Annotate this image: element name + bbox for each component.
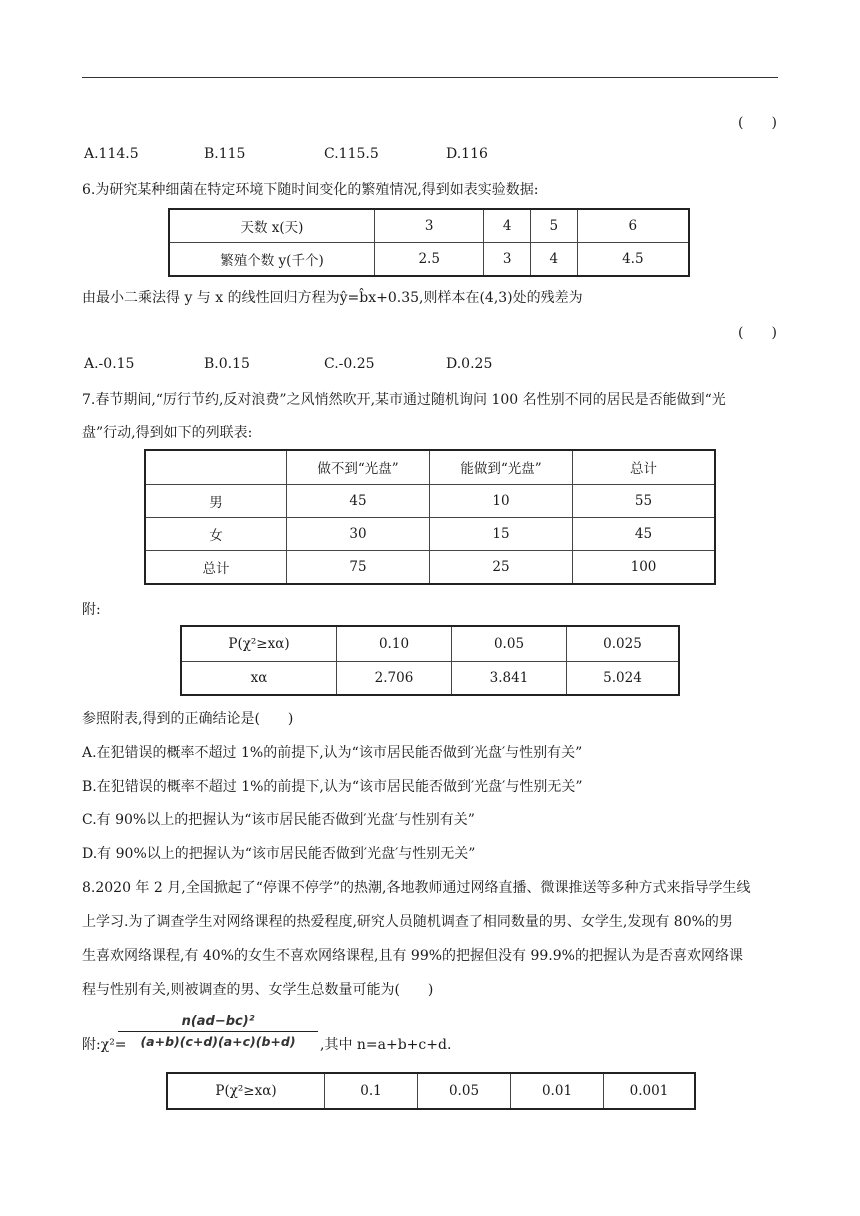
- formula-numerator: n(ad−bc)²: [181, 1014, 255, 1029]
- q6-regression-text: 由最小二乘法得 y 与 x 的线性回归方程为ŷ=b̂x+0.35,则样本在(4,3)处的残差为: [82, 290, 583, 306]
- table-cell: 75: [287, 550, 430, 584]
- table-row: [181, 661, 679, 695]
- table-cell: 0.05: [418, 1073, 511, 1109]
- table-cell: 15: [430, 517, 573, 550]
- q8-line-1: 8.2020 年 2 月,全国掀起了“停课不停学”的热潮,各地教师通过网络直播、微课推送等多种方式来指导学生线: [82, 880, 751, 896]
- q8-formula-suffix: ,其中 n=a+b+c+d.: [320, 1037, 452, 1053]
- table-cell: 3: [484, 242, 531, 276]
- q5-option-d: D.116: [446, 146, 488, 162]
- q8-probability-table: [166, 1072, 696, 1110]
- table-cell: 5: [531, 209, 578, 242]
- table-cell: 0.025: [567, 626, 680, 661]
- q8-formula-prefix: 附:χ²=: [82, 1037, 127, 1053]
- table-cell: 5.024: [567, 661, 680, 695]
- q7-appendix-label: 附:: [82, 602, 101, 618]
- q6-option-d: D.0.25: [446, 356, 493, 372]
- table-cell: 4: [484, 209, 531, 242]
- q8-line-4: 程与性别有关,则被调查的男、女学生总数量可能为( ): [82, 982, 434, 998]
- q6-stem: 6.为研究某种细菌在特定环境下随时间变化的繁殖情况,得到如表实验数据:: [82, 182, 539, 198]
- formula-denominator: (a+b)(c+d)(a+c)(b+d): [140, 1034, 296, 1049]
- q6-option-a: A.-0.15: [84, 356, 135, 372]
- table-cell: 45: [573, 517, 716, 550]
- table-cell: 0.001: [604, 1073, 696, 1109]
- q7-contingency-table: [144, 449, 716, 585]
- table-cell: 3.841: [452, 661, 567, 695]
- q5-option-b: B.115: [204, 146, 246, 162]
- q7-critical-value-table: [180, 625, 680, 696]
- table-row: [145, 550, 715, 584]
- table-cell: 0.01: [511, 1073, 604, 1109]
- answer-paren: ( ): [738, 115, 777, 131]
- table-cell: xα: [181, 661, 337, 695]
- table-cell: 0.10: [337, 626, 452, 661]
- q7-choice-d: D.有 90%以上的把握认为“该市居民能否做到′光盘′与性别无关”: [82, 846, 476, 862]
- table-cell: 25: [430, 550, 573, 584]
- table-cell: 做不到“光盘”: [287, 450, 430, 484]
- chi-square-formula: [118, 1014, 318, 1049]
- table-cell: P(χ²≥xα): [167, 1073, 325, 1109]
- table-cell: 2.5: [375, 242, 484, 276]
- q7-stem-line2: 盘”行动,得到如下的列联表:: [82, 425, 253, 441]
- q8-line-2: 上学习.为了调查学生对网络课程的热爱程度,研究人员随机调查了相同数量的男、女学生,发现有 80%的男: [82, 914, 733, 930]
- table-cell: 天数 x(天): [169, 209, 375, 242]
- table-cell: 100: [573, 550, 716, 584]
- q7-choice-b: B.在犯错误的概率不超过 1%的前提下,认为“该市居民能否做到′光盘′与性别无关”: [82, 779, 583, 795]
- table-row: [145, 517, 715, 550]
- q7-question: 参照附表,得到的正确结论是( ): [82, 711, 294, 727]
- table-cell: 繁殖个数 y(千个): [169, 242, 375, 276]
- table-cell: 10: [430, 484, 573, 517]
- table-row: [145, 450, 715, 484]
- table-cell: 4.5: [577, 242, 689, 276]
- table-cell: 0.1: [325, 1073, 418, 1109]
- table-cell: 45: [287, 484, 430, 517]
- q8-line-3: 生喜欢网络课程,有 40%的女生不喜欢网络课程,且有 99%的把握但没有 99.9%的把握认为是否喜欢网络课: [82, 948, 743, 964]
- table-cell: 4: [531, 242, 578, 276]
- q7-choice-a: A.在犯错误的概率不超过 1%的前提下,认为“该市居民能否做到′光盘′与性别有关”: [82, 745, 583, 761]
- q5-option-a: A.114.5: [84, 146, 139, 162]
- table-cell: 0.05: [452, 626, 567, 661]
- table-row: [167, 1073, 695, 1109]
- table-cell: P(χ²≥xα): [181, 626, 337, 661]
- table-cell: 女: [145, 517, 287, 550]
- table-row: [181, 626, 679, 661]
- fraction-bar: [118, 1031, 318, 1032]
- q6-data-table: [168, 208, 690, 277]
- header-rule: [82, 77, 778, 78]
- q6-option-b: B.0.15: [204, 356, 250, 372]
- table-cell: 能做到“光盘”: [430, 450, 573, 484]
- table-cell: 男: [145, 484, 287, 517]
- table-cell: 2.706: [337, 661, 452, 695]
- q7-choice-c: C.有 90%以上的把握认为“该市居民能否做到′光盘′与性别有关”: [82, 812, 475, 828]
- table-row: [145, 484, 715, 517]
- table-cell: 3: [375, 209, 484, 242]
- table-row: [169, 242, 689, 276]
- q5-option-c: C.115.5: [324, 146, 379, 162]
- table-cell: 总计: [573, 450, 716, 484]
- table-cell: 55: [573, 484, 716, 517]
- table-cell: [145, 450, 287, 484]
- q6-option-c: C.-0.25: [324, 356, 375, 372]
- q7-stem-line1: 7.春节期间,“厉行节约,反对浪费”之风悄然吹开,某市通过随机询问 100 名性别不同的居民是否能做到“光: [82, 392, 726, 408]
- table-cell: 6: [577, 209, 689, 242]
- table-cell: 30: [287, 517, 430, 550]
- table-cell: 总计: [145, 550, 287, 584]
- answer-paren: ( ): [738, 325, 777, 341]
- table-row: [169, 209, 689, 242]
